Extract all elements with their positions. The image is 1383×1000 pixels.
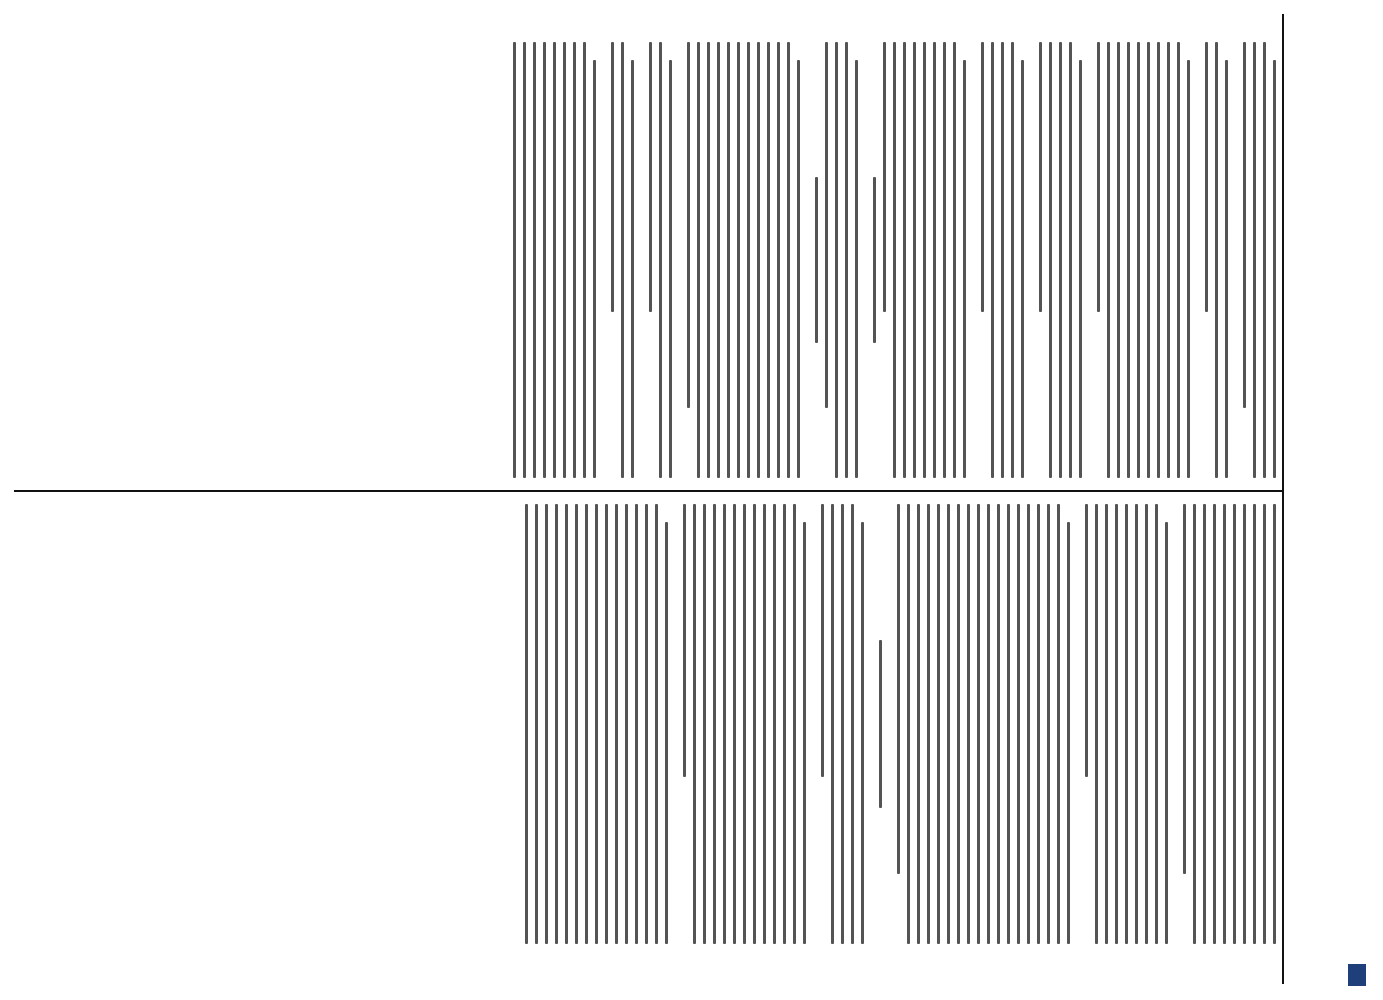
text-line bbox=[611, 42, 614, 312]
text-line bbox=[903, 42, 906, 478]
text-line bbox=[1147, 42, 1150, 478]
text-line bbox=[605, 504, 608, 944]
text-line bbox=[703, 504, 706, 944]
text-line bbox=[917, 504, 920, 944]
text-line bbox=[897, 504, 900, 874]
paragraph-gap bbox=[858, 42, 866, 478]
text-line bbox=[1017, 504, 1020, 944]
paragraph-gap bbox=[668, 504, 676, 944]
text-line bbox=[555, 504, 558, 944]
text-line bbox=[655, 504, 658, 944]
paragraph-gap bbox=[634, 42, 642, 478]
text-line bbox=[967, 504, 970, 944]
text-line bbox=[1117, 42, 1120, 478]
text-line bbox=[991, 42, 994, 478]
text-line bbox=[1187, 60, 1190, 478]
text-line bbox=[693, 504, 696, 944]
text-line bbox=[1047, 504, 1050, 944]
text-line bbox=[957, 504, 960, 944]
text-line bbox=[573, 42, 576, 478]
text-line bbox=[1007, 504, 1010, 944]
text-line bbox=[1059, 42, 1062, 478]
text-line bbox=[1069, 42, 1072, 478]
text-line bbox=[1021, 60, 1024, 478]
text-line bbox=[747, 42, 750, 478]
text-line bbox=[1243, 42, 1246, 408]
text-line bbox=[1253, 504, 1256, 944]
text-line bbox=[907, 504, 910, 944]
text-line bbox=[1105, 504, 1108, 944]
paragraph-gap bbox=[1190, 42, 1198, 478]
paragraph-gap bbox=[806, 504, 814, 944]
side-credit bbox=[1340, 0, 1383, 1000]
text-line bbox=[883, 42, 886, 312]
text-line bbox=[1125, 504, 1128, 944]
text-line bbox=[1213, 504, 1216, 944]
text-line bbox=[1167, 42, 1170, 478]
text-line bbox=[987, 504, 990, 944]
text-line bbox=[553, 42, 556, 478]
text-line bbox=[585, 504, 588, 944]
text-line bbox=[1177, 42, 1180, 478]
paragraph-gap bbox=[596, 42, 604, 478]
text-line bbox=[1157, 42, 1160, 478]
text-line bbox=[513, 42, 516, 478]
text-line bbox=[1127, 42, 1130, 478]
text-line bbox=[1079, 60, 1082, 478]
text-line bbox=[687, 42, 690, 408]
text-line bbox=[981, 42, 984, 312]
text-line bbox=[583, 42, 586, 478]
text-line bbox=[943, 42, 946, 478]
text-line bbox=[1037, 504, 1040, 944]
text-line bbox=[645, 504, 648, 944]
text-line bbox=[1155, 504, 1158, 944]
text-line bbox=[753, 504, 756, 944]
text-line bbox=[1193, 504, 1196, 944]
text-line bbox=[767, 42, 770, 478]
text-line bbox=[523, 42, 526, 478]
text-line bbox=[659, 42, 662, 478]
text-line bbox=[713, 504, 716, 944]
text-line bbox=[1233, 504, 1236, 944]
text-line bbox=[845, 42, 848, 478]
paragraph-gap bbox=[1168, 504, 1176, 944]
text-line bbox=[1273, 504, 1276, 944]
text-line bbox=[873, 177, 876, 343]
text-line bbox=[737, 42, 740, 478]
text-line bbox=[545, 504, 548, 944]
text-line bbox=[1203, 504, 1206, 944]
text-line bbox=[1263, 504, 1266, 944]
text-line bbox=[593, 60, 596, 478]
text-line bbox=[1243, 504, 1246, 944]
text-line bbox=[861, 522, 864, 944]
text-line bbox=[1001, 42, 1004, 478]
text-line bbox=[625, 504, 628, 944]
paragraph-gap bbox=[800, 42, 808, 478]
text-line bbox=[1253, 42, 1256, 478]
text-line bbox=[669, 60, 672, 478]
paragraph-gap bbox=[966, 42, 974, 478]
paragraph-gap bbox=[882, 504, 890, 944]
text-line bbox=[757, 42, 760, 478]
page-header bbox=[1282, 14, 1324, 984]
text-line bbox=[815, 177, 818, 343]
text-line bbox=[595, 504, 598, 944]
text-line bbox=[997, 504, 1000, 944]
text-line bbox=[803, 522, 806, 944]
text-line bbox=[1115, 504, 1118, 944]
text-line bbox=[841, 504, 844, 944]
text-line bbox=[835, 42, 838, 478]
text-line bbox=[793, 504, 796, 944]
text-line bbox=[893, 42, 896, 478]
text-line bbox=[821, 504, 824, 777]
paragraph-gap bbox=[1024, 42, 1032, 478]
paragraph-gap bbox=[1228, 42, 1236, 478]
text-line bbox=[927, 504, 930, 944]
text-line bbox=[1095, 504, 1098, 944]
paragraph-gap bbox=[1070, 504, 1078, 944]
text-line bbox=[1057, 504, 1060, 944]
text-line bbox=[717, 42, 720, 478]
text-line bbox=[535, 504, 538, 944]
text-line bbox=[1049, 42, 1052, 478]
text-line bbox=[635, 504, 638, 944]
text-line bbox=[937, 504, 940, 944]
text-line bbox=[723, 504, 726, 944]
text-line bbox=[1097, 42, 1100, 312]
text-line bbox=[563, 42, 566, 478]
text-line bbox=[947, 504, 950, 944]
text-line bbox=[825, 42, 828, 408]
text-line bbox=[1273, 60, 1276, 478]
text-line bbox=[913, 42, 916, 478]
dfg-logo bbox=[1348, 964, 1366, 986]
text-line bbox=[1011, 42, 1014, 478]
text-line bbox=[565, 504, 568, 944]
text-line bbox=[923, 42, 926, 478]
text-line bbox=[525, 504, 528, 944]
text-line bbox=[683, 504, 686, 777]
text-line bbox=[1039, 42, 1042, 312]
text-line bbox=[879, 640, 882, 807]
text-line bbox=[933, 42, 936, 478]
text-line bbox=[697, 42, 700, 478]
text-line bbox=[1223, 504, 1226, 944]
text-line bbox=[1085, 504, 1088, 777]
text-line bbox=[575, 504, 578, 944]
text-line bbox=[733, 504, 736, 944]
text-line bbox=[797, 60, 800, 478]
text-line bbox=[1107, 42, 1110, 478]
text-line bbox=[621, 42, 624, 478]
paragraph-gap bbox=[1082, 42, 1090, 478]
column-right bbox=[16, 504, 1276, 944]
column-left bbox=[16, 42, 1276, 478]
text-line bbox=[1225, 60, 1228, 478]
text-line bbox=[953, 42, 956, 478]
text-line bbox=[543, 42, 546, 478]
text-line bbox=[855, 60, 858, 478]
column-rule bbox=[14, 490, 1284, 492]
text-line bbox=[1215, 42, 1218, 478]
text-line bbox=[777, 42, 780, 478]
text-line bbox=[615, 504, 618, 944]
text-line bbox=[1145, 504, 1148, 944]
text-line bbox=[533, 42, 536, 478]
text-line bbox=[831, 504, 834, 944]
text-line bbox=[851, 504, 854, 944]
text-line bbox=[1135, 504, 1138, 944]
paragraph-gap bbox=[672, 42, 680, 478]
text-line bbox=[763, 504, 766, 944]
text-line bbox=[649, 42, 652, 312]
text-line bbox=[977, 504, 980, 944]
text-line bbox=[1205, 42, 1208, 312]
text-line bbox=[1067, 522, 1070, 944]
text-line bbox=[665, 522, 668, 944]
text-line bbox=[707, 42, 710, 478]
text-line bbox=[783, 504, 786, 944]
text-line bbox=[787, 42, 790, 478]
text-line bbox=[631, 60, 634, 478]
text-line bbox=[1183, 504, 1186, 874]
text-line bbox=[1027, 504, 1030, 944]
text-line bbox=[1137, 42, 1140, 478]
text-line bbox=[1165, 522, 1168, 944]
paragraph-gap bbox=[864, 504, 872, 944]
text-line bbox=[743, 504, 746, 944]
text-line bbox=[727, 42, 730, 478]
text-line bbox=[1263, 42, 1266, 478]
text-line bbox=[773, 504, 776, 944]
text-line bbox=[963, 60, 966, 478]
